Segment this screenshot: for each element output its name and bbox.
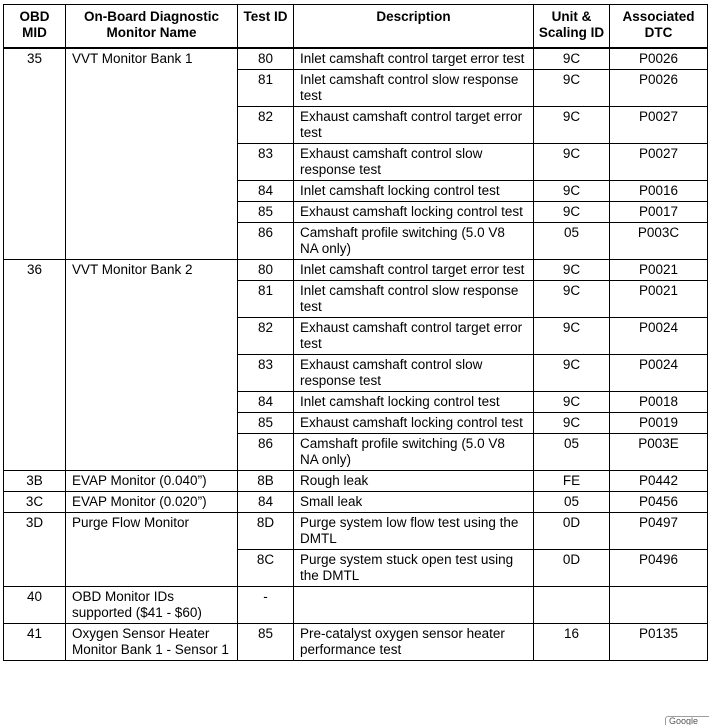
unit-scaling-cell: FE <box>534 471 610 492</box>
dtc-cell: P003E <box>610 434 708 471</box>
description-cell: Camshaft profile switching (5.0 V8 NA only) <box>294 223 534 260</box>
description-cell: Exhaust camshaft control target error test <box>294 318 534 355</box>
table-row <box>4 48 708 70</box>
monitor-name-cell: EVAP Monitor (0.040”) <box>66 471 238 492</box>
monitor-name-cell: EVAP Monitor (0.020”) <box>66 492 238 513</box>
description-cell: Purge system stuck open test using the DMTL <box>294 550 534 587</box>
unit-scaling-cell: 9C <box>534 48 610 70</box>
table-body <box>4 48 708 661</box>
dtc-cell <box>610 587 708 624</box>
unit-scaling-cell <box>534 587 610 624</box>
dtc-cell: P0018 <box>610 392 708 413</box>
unit-scaling-cell: 16 <box>534 624 610 661</box>
unit-scaling-cell: 05 <box>534 492 610 513</box>
dtc-cell: P0024 <box>610 318 708 355</box>
obd-mid-cell: 3B <box>4 471 66 492</box>
unit-scaling-cell: 0D <box>534 513 610 550</box>
header-monitor-name: On-Board Diagnostic Monitor Name <box>66 5 238 49</box>
obd-mid-cell: 3D <box>4 513 66 587</box>
unit-scaling-cell: 05 <box>534 223 610 260</box>
unit-scaling-cell: 9C <box>534 260 610 281</box>
test-id-cell: 81 <box>238 281 294 318</box>
test-id-cell: 85 <box>238 202 294 223</box>
dtc-cell: P0497 <box>610 513 708 550</box>
dtc-cell: P003C <box>610 223 708 260</box>
dtc-cell: P0016 <box>610 181 708 202</box>
test-id-cell: 80 <box>238 260 294 281</box>
monitor-name-cell: OBD Monitor IDs supported ($41 - $60) <box>66 587 238 624</box>
test-id-cell: 85 <box>238 624 294 661</box>
test-id-cell: 81 <box>238 70 294 107</box>
monitor-name-cell: Purge Flow Monitor <box>66 513 238 587</box>
test-id-cell: 80 <box>238 48 294 70</box>
header-row <box>4 5 708 49</box>
dtc-cell: P0135 <box>610 624 708 661</box>
monitor-name-cell: VVT Monitor Bank 1 <box>66 48 238 260</box>
unit-scaling-cell: 9C <box>534 281 610 318</box>
google-overlay-badge: Google <box>665 716 709 725</box>
dtc-cell: P0026 <box>610 70 708 107</box>
unit-scaling-cell: 9C <box>534 107 610 144</box>
description-cell: Camshaft profile switching (5.0 V8 NA only) <box>294 434 534 471</box>
description-cell: Exhaust camshaft locking control test <box>294 413 534 434</box>
description-cell: Small leak <box>294 492 534 513</box>
test-id-cell: 84 <box>238 181 294 202</box>
unit-scaling-cell: 9C <box>534 181 610 202</box>
obd-mid-cell: 3C <box>4 492 66 513</box>
dtc-cell: P0026 <box>610 48 708 70</box>
unit-scaling-cell: 9C <box>534 392 610 413</box>
test-id-cell: 8C <box>238 550 294 587</box>
table-row <box>4 260 708 281</box>
dtc-cell: P0027 <box>610 144 708 181</box>
dtc-cell: P0021 <box>610 281 708 318</box>
obd-mid-cell: 35 <box>4 48 66 260</box>
unit-scaling-cell: 9C <box>534 318 610 355</box>
test-id-cell: 84 <box>238 492 294 513</box>
obd-mid-cell: 36 <box>4 260 66 471</box>
header-associated-dtc: Associated DTC <box>610 5 708 49</box>
monitor-name-cell: VVT Monitor Bank 2 <box>66 260 238 471</box>
table-row <box>4 513 708 550</box>
description-cell: Inlet camshaft control target error test <box>294 48 534 70</box>
obd-monitor-table <box>3 4 708 661</box>
header-description: Description <box>294 5 534 49</box>
header-unit-scaling-id: Unit & Scaling ID <box>534 5 610 49</box>
test-id-cell: 82 <box>238 318 294 355</box>
dtc-cell: P0496 <box>610 550 708 587</box>
test-id-cell: 83 <box>238 355 294 392</box>
description-cell: Inlet camshaft control slow response test <box>294 70 534 107</box>
dtc-cell: P0021 <box>610 260 708 281</box>
description-cell: Inlet camshaft control target error test <box>294 260 534 281</box>
monitor-name-cell: Oxygen Sensor Heater Monitor Bank 1 - Sensor 1 <box>66 624 238 661</box>
description-cell <box>294 587 534 624</box>
header-obd-mid: OBD MID <box>4 5 66 49</box>
unit-scaling-cell: 0D <box>534 550 610 587</box>
dtc-cell: P0442 <box>610 471 708 492</box>
test-id-cell: 8D <box>238 513 294 550</box>
test-id-cell: 8B <box>238 471 294 492</box>
description-cell: Exhaust camshaft control slow response test <box>294 355 534 392</box>
description-cell: Exhaust camshaft locking control test <box>294 202 534 223</box>
dtc-cell: P0027 <box>610 107 708 144</box>
test-id-cell: - <box>238 587 294 624</box>
obd-mid-cell: 41 <box>4 624 66 661</box>
dtc-cell: P0456 <box>610 492 708 513</box>
unit-scaling-cell: 05 <box>534 434 610 471</box>
test-id-cell: 86 <box>238 434 294 471</box>
unit-scaling-cell: 9C <box>534 413 610 434</box>
description-cell: Inlet camshaft control slow response test <box>294 281 534 318</box>
unit-scaling-cell: 9C <box>534 70 610 107</box>
table-row <box>4 587 708 624</box>
dtc-cell: P0019 <box>610 413 708 434</box>
description-cell: Purge system low flow test using the DMTL <box>294 513 534 550</box>
description-cell: Inlet camshaft locking control test <box>294 181 534 202</box>
description-cell: Exhaust camshaft control slow response test <box>294 144 534 181</box>
test-id-cell: 82 <box>238 107 294 144</box>
description-cell: Pre-catalyst oxygen sensor heater performance test <box>294 624 534 661</box>
obd-mid-cell: 40 <box>4 587 66 624</box>
table-row <box>4 492 708 513</box>
description-cell: Rough leak <box>294 471 534 492</box>
test-id-cell: 86 <box>238 223 294 260</box>
test-id-cell: 85 <box>238 413 294 434</box>
dtc-cell: P0017 <box>610 202 708 223</box>
description-cell: Inlet camshaft locking control test <box>294 392 534 413</box>
test-id-cell: 83 <box>238 144 294 181</box>
table-row <box>4 471 708 492</box>
unit-scaling-cell: 9C <box>534 144 610 181</box>
table-row <box>4 624 708 661</box>
unit-scaling-cell: 9C <box>534 355 610 392</box>
header-test-id: Test ID <box>238 5 294 49</box>
dtc-cell: P0024 <box>610 355 708 392</box>
unit-scaling-cell: 9C <box>534 202 610 223</box>
description-cell: Exhaust camshaft control target error test <box>294 107 534 144</box>
table-header <box>4 5 708 49</box>
test-id-cell: 84 <box>238 392 294 413</box>
